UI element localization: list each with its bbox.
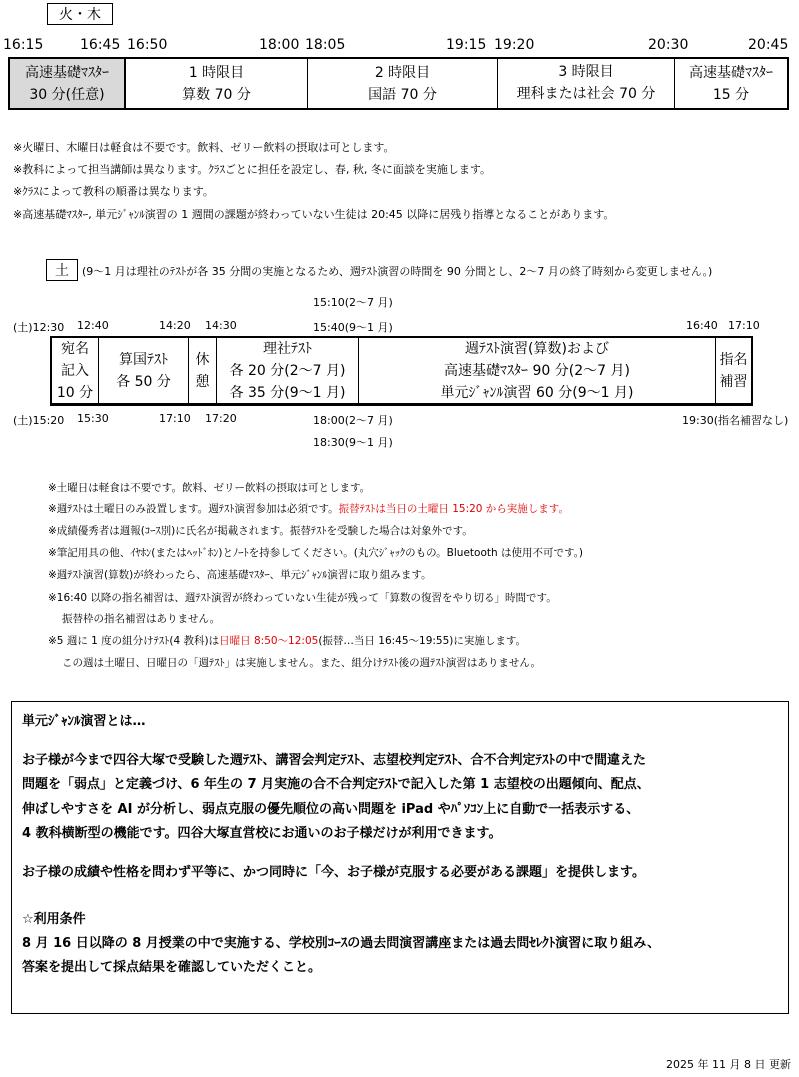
- info-box: [11, 701, 789, 1014]
- note: ※筆記用具の他、ｲﾔﾎﾝ(またはﾍｯﾄﾞﾎﾝ)とﾉｰﾄを持参してください。(丸穴ｼﾞｬｯｸのもの。Bluetooth は使用不可です。): [48, 547, 583, 559]
- sat-cell-test-practice: 週ﾃｽﾄ演習(算数)および 高速基礎ﾏｽﾀｰ 90 分(2～7 月) 単元ｼﾞｬﾝﾙ演習 60 分(9～1 月): [358, 338, 715, 403]
- tuethu-cell-master: 高速基礎ﾏｽﾀｰ 15 分: [674, 59, 787, 108]
- sat-note: (9～1 月は理社のﾃｽﾄが各 35 分間の実施となるため、週ﾃｽﾄ演習の時間を 90 分間とし、2～7 月の終了時刻から変更しません。): [82, 265, 713, 278]
- sat-cell-break: 休 憩: [188, 338, 216, 403]
- time-label: 18:30(9～1 月): [313, 436, 393, 449]
- sat-cell-address: 宛名 記入 10 分: [56, 340, 94, 401]
- sat-cell-science-social: 理社ﾃｽﾄ 各 20 分(2～7 月) 各 35 分(9～1 月): [216, 338, 358, 403]
- time-label: 19:15: [446, 37, 487, 53]
- tuethu-cell-period1: 1 時限目 算数 70 分: [124, 59, 307, 108]
- time-label: 14:30: [205, 319, 237, 332]
- time-label: 19:20: [494, 37, 535, 53]
- time-label: 18:05: [305, 37, 346, 53]
- note: ※16:40 以降の指名補習は、週ﾃｽﾄ演習が終わっていない生徒が残って「算数の復習をやり切る」時間です。: [48, 592, 557, 604]
- time-label: 12:40: [77, 319, 109, 332]
- note: ※高速基礎ﾏｽﾀｰ, 単元ｼﾞｬﾝﾙ演習の 1 週間の課題が終わっていない生徒は 20:45 以降に居残り指導となることがあります。: [13, 208, 615, 221]
- note: ※週ﾃｽﾄ演習(算数)が終わったら、高速基礎ﾏｽﾀｰ、単元ｼﾞｬﾝﾙ演習に取り組みます。: [48, 569, 432, 581]
- time-label: (土)12:30: [13, 321, 65, 334]
- sat-cell-math-japanese: 算国ﾃｽﾄ 各 50 分: [98, 338, 188, 403]
- tuethu-cell-period3: 3 時限目 理科または社会 70 分: [497, 59, 674, 108]
- time-label: 16:40: [686, 319, 718, 332]
- time-label: 14:20: [159, 319, 191, 332]
- time-label: 17:10: [728, 319, 760, 332]
- info-conditions-title: ☆利用条件: [22, 912, 86, 927]
- info-title: 単元ｼﾞｬﾝﾙ演習とは…: [22, 714, 146, 729]
- time-label: 18:00(2～7 月): [313, 414, 393, 427]
- tuethu-label: 火・木: [47, 3, 113, 25]
- time-label: 16:50: [127, 37, 168, 53]
- note: ※火曜日、木曜日は軽食は不要です。飲料、ゼリー飲料の摂取は可とします。: [13, 141, 395, 154]
- info-paragraph-line: 4 教科横断型の機能です。四谷大塚直営校にお通いのお子様だけが利用できます。: [22, 826, 502, 841]
- time-label: 16:45: [80, 37, 121, 53]
- note: ※成績優秀者は週報(ｺｰｽ別)に氏名が掲載されます。振替ﾃｽﾄを受験した場合は対象外です。: [48, 525, 473, 537]
- tuethu-schedule-table: [8, 57, 789, 110]
- note: ※教科によって担当講師は異なります。ｸﾗｽごとに担任を設定し、春, 秋, 冬に面談を実施します。: [13, 163, 491, 176]
- info-paragraph-line: お子様の成績や性格を問わず平等に、かつ同時に「今、お子様が克服する必要がある課題」を提供します。: [22, 865, 645, 880]
- sat-schedule-table: [50, 336, 753, 406]
- time-label: 17:10: [159, 412, 191, 425]
- note: ※土曜日は軽食は不要です。飲料、ゼリー飲料の摂取は可とします。: [48, 482, 371, 494]
- time-label: (土)15:20: [13, 414, 65, 427]
- sat-cell-supplementary: 指名 補習: [715, 338, 751, 403]
- time-label: 15:40(9～1 月): [313, 321, 393, 334]
- info-paragraph-line: お子様が今まで四谷大塚で受験した週ﾃｽﾄ、講習会判定ﾃｽﾄ、志望校判定ﾃｽﾄ、合不合判定ﾃｽﾄの中で間違えた: [22, 753, 647, 768]
- info-paragraph-line: 伸ばしやすさを AI が分析し、弱点克服の優先順位の高い問題を iPad やﾊﾟｿｺﾝ上に自動で一括表示する、: [22, 802, 640, 817]
- note: ※週ﾃｽﾄは土曜日のみ設置します。週ﾃｽﾄ演習参加は必須です。振替ﾃｽﾄは当日の土曜日 15:20 から実施します。: [48, 503, 569, 515]
- note: ※5 週に 1 度の組分けﾃｽﾄ(4 教科)は日曜日 8:50～12:05(振替…当日 16:45～19:55)に実施します。: [48, 635, 527, 647]
- time-label: 18:00: [259, 37, 300, 53]
- info-condition-line: 答案を提出して採点結果を確認していただくこと。: [22, 960, 322, 975]
- time-label: 16:15: [3, 37, 44, 53]
- time-label: 20:30: [648, 37, 689, 53]
- time-label: 15:10(2～7 月): [313, 296, 393, 309]
- note: 振替枠の指名補習はありません。: [62, 613, 221, 625]
- time-label: 20:45: [748, 37, 789, 53]
- time-label: 19:30(指名補習なし): [682, 414, 789, 427]
- note: この週は土曜日、日曜日の「週ﾃｽﾄ」は実施しません。また、組分けﾃｽﾄ後の週ﾃｽﾄ演習はありません。: [62, 657, 542, 669]
- updated-date: 2025 年 11 月 8 日 更新: [666, 1058, 791, 1071]
- tuethu-cell-optional: 高速基礎ﾏｽﾀｰ 30 分(任意): [10, 59, 124, 108]
- info-paragraph-line: 問題を「弱点」と定義づけ、6 年生の 7 月実施の合不合判定ﾃｽﾄで記入した第 1 志望校の出題傾向、配点、: [22, 777, 650, 792]
- time-label: 15:30: [77, 412, 109, 425]
- note: ※ｸﾗｽによって教科の順番は異なります。: [13, 185, 214, 198]
- time-label: 17:20: [205, 412, 237, 425]
- info-condition-line: 8 月 16 日以降の 8 月授業の中で実施する、学校別ｺｰｽの過去問演習講座または過去問ｾﾚｸﾄ演習に取り組み、: [22, 936, 661, 951]
- tuethu-cell-period2: 2 時限目 国語 70 分: [307, 59, 497, 108]
- sat-label: 土: [46, 259, 78, 281]
